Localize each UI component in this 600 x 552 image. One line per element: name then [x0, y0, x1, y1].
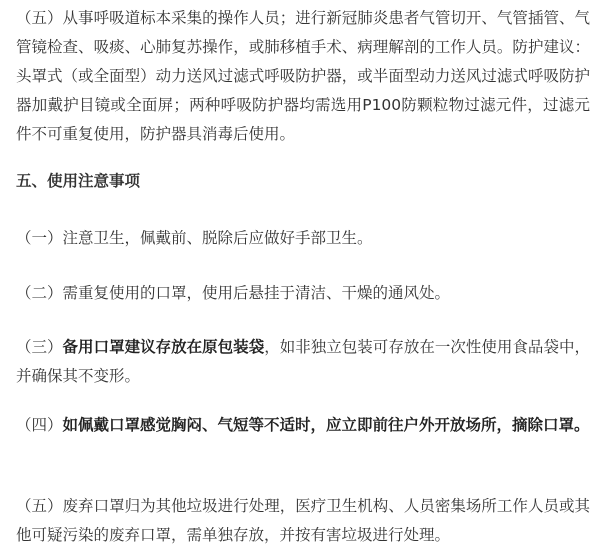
paragraph-respiratory-sampling-staff: （五）从事呼吸道标本采集的操作人员；进行新冠肺炎患者气管切开、气管插管、气管镜检查、吸痰、心肺复苏操作，或肺移植手术、病理解剖的工作人员。防护建议：头罩式（或全面型）动力送风过滤式呼吸防护器，或半面型动力送风过滤式呼吸防护器加戴护目镜或全面屏；两种呼吸防护器均需选用P100防颗粒物过滤元件，过滤元件不可重复使用，防护器具消毒后使用。 — [16, 9, 590, 143]
section-heading-usage-notes: 五、使用注意事项 — [16, 172, 141, 190]
note-bold-text: 备用口罩建议存放在原包装袋 — [62, 338, 265, 356]
note-discomfort-remove-mask — [16, 411, 590, 440]
note-rest-text: ，如非独立包装可存放在一次性使用食品袋中，并确保其不变形。 — [16, 338, 590, 385]
note-spare-mask-storage — [16, 333, 590, 391]
note-mask-disposal: （五）废弃口罩归为其他垃圾进行处理，医疗卫生机构、人员密集场所工作人员或其他可疑污染的废弃口罩，需单独存放，并按有害垃圾进行处理。 — [16, 497, 590, 544]
note-bold-text: 如佩戴口罩感觉胸闷、气短等不适时，应立即前往户外开放场所，摘除口罩。 — [62, 416, 590, 434]
note-prefix: （三） — [16, 338, 63, 356]
note-hand-hygiene: （一）注意卫生，佩戴前、脱除后应做好手部卫生。 — [16, 229, 373, 247]
note-prefix: （四） — [16, 416, 63, 434]
note-reuse-storage: （二）需重复使用的口罩，使用后悬挂于清洁、干燥的通风处。 — [16, 284, 451, 302]
